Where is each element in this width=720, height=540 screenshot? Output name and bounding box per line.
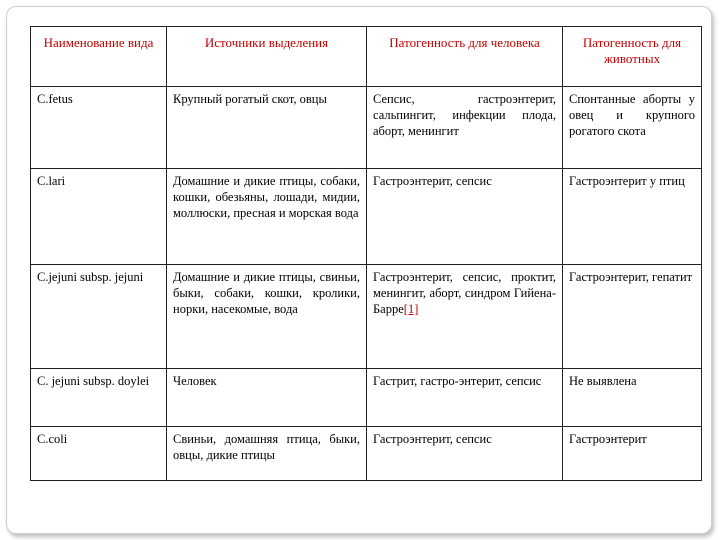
header-human-pathogenicity: Патогенность для человека	[367, 27, 563, 87]
table-row	[31, 87, 702, 169]
cell-human-text: Гастроэнтерит, сепсис, проктит, менингит, аборт, синдром Гийена-Барре	[373, 270, 556, 316]
cell-sources: Домашние и дикие птицы, собаки, кошки, обезьяны, лошади, мидии, моллюски, пресная и морская вода	[167, 169, 367, 265]
cell-animal: Гастроэнтерит у птиц	[563, 169, 702, 265]
table-row	[31, 369, 702, 427]
table-row	[31, 169, 702, 265]
cell-human	[367, 265, 563, 369]
header-species: Наименование вида	[31, 27, 167, 87]
cell-sources: Человек	[167, 369, 367, 427]
cell-sources: Домашние и дикие птицы, свиньи, быки, собаки, кошки, кролики, норки, насекомые, вода	[167, 265, 367, 369]
cell-animal: Спонтанные аборты у овец и крупного рогатого скота	[563, 87, 702, 169]
campylobacter-species-table	[30, 26, 702, 481]
cell-species: C.fetus	[31, 87, 167, 169]
table-row	[31, 265, 702, 369]
cell-animal: Гастроэнтерит	[563, 427, 702, 481]
header-animal-pathogenicity: Патогенность для животных	[563, 27, 702, 87]
cell-sources: Крупный рогатый скот, овцы	[167, 87, 367, 169]
cell-species: C.jejuni subsp. jejuni	[31, 265, 167, 369]
cell-animal: Не выявлена	[563, 369, 702, 427]
cell-human: Гастрит, гастро-энтерит, сепсис	[367, 369, 563, 427]
cell-human: Сепсис, гастроэнтерит, сальпингит, инфекции плода, аборт, менингит	[367, 87, 563, 169]
header-sources: Источники выделения	[167, 27, 367, 87]
cell-species: C. jejuni subsp. doylei	[31, 369, 167, 427]
reference-link[interactable]: [1]	[403, 302, 419, 316]
cell-sources: Свиньи, домашняя птица, быки, овцы, дикие птицы	[167, 427, 367, 481]
table-header-row	[31, 27, 702, 87]
cell-human: Гастроэнтерит, сепсис	[367, 427, 563, 481]
cell-human: Гастроэнтерит, сепсис	[367, 169, 563, 265]
table-row	[31, 427, 702, 481]
cell-species: C.coli	[31, 427, 167, 481]
cell-animal: Гастроэнтерит, гепатит	[563, 265, 702, 369]
cell-species: C.lari	[31, 169, 167, 265]
